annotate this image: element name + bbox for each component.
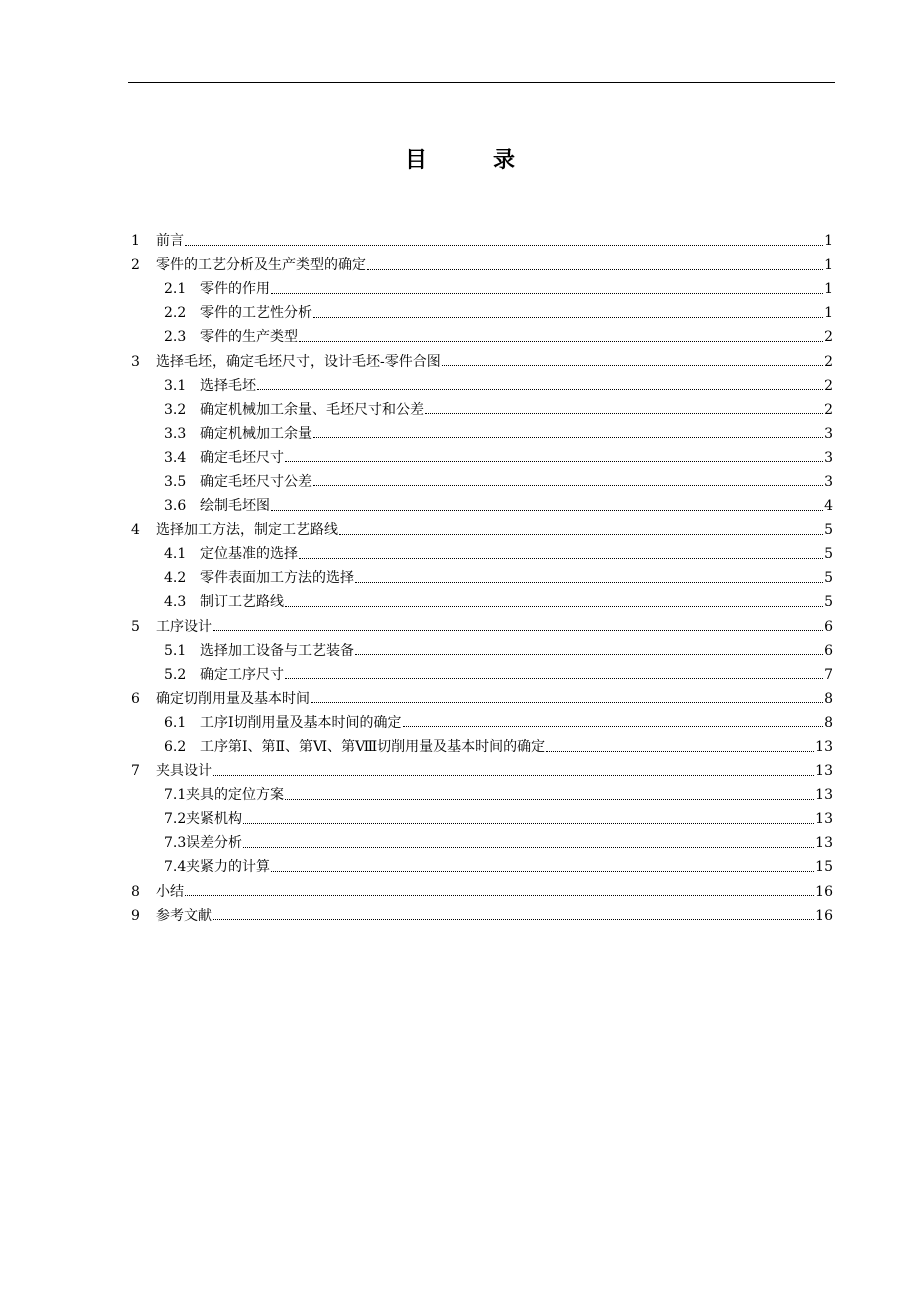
toc-entry-label: 工序Ⅰ切削用量及基本时间的确定 xyxy=(200,714,402,731)
toc-entry-number: 7.2 xyxy=(164,811,187,828)
toc-dot-leader xyxy=(355,654,823,655)
toc-entry-number: 2 xyxy=(131,257,140,274)
toc-entry-label: 确定切削用量及基本时间 xyxy=(156,690,310,707)
toc-dot-leader xyxy=(271,510,823,511)
toc-dot-leader xyxy=(367,269,823,270)
toc-entry-page: 1 xyxy=(824,281,833,298)
toc-entry-page: 16 xyxy=(815,883,833,900)
toc-entry-label: 确定机械加工余量 xyxy=(200,425,312,442)
toc-dot-leader xyxy=(271,871,814,872)
toc-entry-page: 1 xyxy=(824,257,833,274)
toc-entry-page: 2 xyxy=(824,329,833,346)
toc-entry[interactable] xyxy=(131,422,833,446)
toc-entry-page: 8 xyxy=(824,690,833,707)
toc-entry-number: 6.2 xyxy=(164,739,187,756)
toc-entry-number: 3.4 xyxy=(164,449,187,466)
header-rule xyxy=(128,82,835,83)
toc-entry-number: 2.2 xyxy=(164,305,187,322)
toc-entry-number: 3.2 xyxy=(164,401,187,418)
toc-dot-leader xyxy=(285,606,823,607)
toc-entry-label: 小结 xyxy=(156,883,184,900)
toc-entry-label: 工序设计 xyxy=(156,618,212,635)
toc-entry-label: 参考文献 xyxy=(156,907,212,924)
toc-entry-label: 零件的工艺分析及生产类型的确定 xyxy=(156,257,366,274)
toc-dot-leader xyxy=(185,895,814,896)
toc-entry[interactable] xyxy=(131,277,833,301)
toc-entry-label: 夹紧力的计算 xyxy=(186,859,270,876)
toc-entry-number: 7 xyxy=(131,763,140,780)
toc-entry[interactable] xyxy=(131,735,833,759)
toc-entry-number: 3.1 xyxy=(164,377,187,394)
toc-entry-label: 前言 xyxy=(156,233,184,250)
toc-entry-page: 13 xyxy=(815,787,833,804)
toc-entry-page: 7 xyxy=(824,666,833,683)
toc-entry[interactable] xyxy=(131,663,833,687)
toc-entry-page: 3 xyxy=(824,425,833,442)
toc-entry-page: 13 xyxy=(815,811,833,828)
toc-entry-label: 夹具设计 xyxy=(156,763,212,780)
toc-entry-number: 4.3 xyxy=(164,594,187,611)
toc-entry-page: 6 xyxy=(824,618,833,635)
toc-entry[interactable] xyxy=(131,566,833,590)
toc-entry-number: 3 xyxy=(131,353,140,370)
toc-entry-page: 13 xyxy=(815,739,833,756)
toc-entry[interactable] xyxy=(131,831,833,855)
toc-entry-number: 2.1 xyxy=(164,281,187,298)
toc-dot-leader xyxy=(339,534,823,535)
toc-entry-label: 确定工序尺寸 xyxy=(200,666,284,683)
toc-entry-label: 选择毛坯 xyxy=(200,377,256,394)
toc-dot-leader xyxy=(311,702,823,703)
toc-entry-page: 3 xyxy=(824,473,833,490)
toc-dot-leader xyxy=(313,437,823,438)
toc-dot-leader xyxy=(299,341,823,342)
toc-entry[interactable] xyxy=(131,446,833,470)
toc-entry-number: 4 xyxy=(131,522,140,539)
toc-entry-number: 3.6 xyxy=(164,498,187,515)
toc-entry-label: 选择加工设备与工艺装备 xyxy=(200,642,354,659)
toc-entry-number: 2.3 xyxy=(164,329,187,346)
toc-entry[interactable] xyxy=(131,615,833,639)
toc-entry-number: 7.4 xyxy=(164,859,187,876)
toc-entry[interactable] xyxy=(131,855,833,879)
toc-entry-page: 5 xyxy=(824,570,833,587)
toc-entry-page: 3 xyxy=(824,449,833,466)
toc-entry-label: 误差分析 xyxy=(186,835,242,852)
toc-entry-label: 确定机械加工余量、毛坯尺寸和公差 xyxy=(200,401,424,418)
toc-entry[interactable] xyxy=(131,711,833,735)
toc-entry[interactable] xyxy=(131,301,833,325)
toc-entry-number: 5 xyxy=(131,618,140,635)
toc-entry-label: 工序第Ⅰ、第Ⅱ、第Ⅵ、第Ⅷ切削用量及基本时间的确定 xyxy=(200,739,546,756)
toc-entry-page: 5 xyxy=(824,546,833,563)
toc-entry[interactable] xyxy=(131,759,833,783)
toc-entry-page: 8 xyxy=(824,714,833,731)
toc-dot-leader xyxy=(243,823,814,824)
toc-dot-leader xyxy=(285,799,814,800)
toc-entry-page: 2 xyxy=(824,377,833,394)
toc-entry-page: 15 xyxy=(815,859,833,876)
toc-entry-label: 选择加工方法，制定工艺路线 xyxy=(156,522,338,539)
toc-dot-leader xyxy=(299,558,823,559)
toc-entry-label: 确定毛坯尺寸公差 xyxy=(200,473,312,490)
toc-entry-page: 2 xyxy=(824,353,833,370)
toc-entry[interactable] xyxy=(131,687,833,711)
toc-dot-leader xyxy=(442,365,823,366)
toc-entry-number: 6 xyxy=(131,690,140,707)
toc-entry-number: 5.1 xyxy=(164,642,187,659)
toc-entry-page: 6 xyxy=(824,642,833,659)
toc-dot-leader xyxy=(285,461,823,462)
toc-dot-leader xyxy=(271,293,823,294)
toc-dot-leader xyxy=(213,630,823,631)
toc-entry-page: 5 xyxy=(824,522,833,539)
toc-entry-number: 3.5 xyxy=(164,473,187,490)
toc-entry[interactable] xyxy=(131,783,833,807)
toc-entry-page: 13 xyxy=(815,835,833,852)
toc-entry-label: 零件表面加工方法的选择 xyxy=(200,570,354,587)
toc-entry-page: 5 xyxy=(824,594,833,611)
toc-entry-label: 制订工艺路线 xyxy=(200,594,284,611)
toc-entry-number: 1 xyxy=(131,233,140,250)
toc-dot-leader xyxy=(425,413,823,414)
toc-entry-label: 夹具的定位方案 xyxy=(186,787,284,804)
toc-entry[interactable] xyxy=(131,325,833,349)
toc-entry-label: 确定毛坯尺寸 xyxy=(200,449,284,466)
toc-entry-page: 1 xyxy=(824,305,833,322)
toc-entry-number: 7.3 xyxy=(164,835,187,852)
toc-entry-label: 零件的生产类型 xyxy=(200,329,298,346)
toc-entry[interactable] xyxy=(131,639,833,663)
page-title: 目 录 xyxy=(404,148,537,173)
toc-entry-number: 5.2 xyxy=(164,666,187,683)
toc-entry[interactable] xyxy=(131,253,833,277)
toc-dot-leader xyxy=(243,847,814,848)
table-of-contents xyxy=(131,229,833,928)
toc-entry-number: 8 xyxy=(131,883,140,900)
toc-dot-leader xyxy=(257,389,823,390)
toc-entry[interactable] xyxy=(131,349,833,373)
toc-entry-label: 零件的作用 xyxy=(200,281,270,298)
toc-entry[interactable] xyxy=(131,398,833,422)
toc-dot-leader xyxy=(213,919,814,920)
toc-dot-leader xyxy=(213,775,814,776)
toc-entry[interactable] xyxy=(131,807,833,831)
toc-entry-number: 6.1 xyxy=(164,714,187,731)
toc-entry[interactable] xyxy=(131,542,833,566)
toc-entry[interactable] xyxy=(131,494,833,518)
toc-entry[interactable] xyxy=(131,518,833,542)
toc-entry-label: 定位基准的选择 xyxy=(200,546,298,563)
toc-entry-number: 9 xyxy=(131,907,140,924)
toc-entry[interactable] xyxy=(131,880,833,904)
toc-dot-leader xyxy=(313,485,823,486)
toc-entry-page: 1 xyxy=(824,233,833,250)
toc-dot-leader xyxy=(355,582,823,583)
toc-entry-number: 7.1 xyxy=(164,787,187,804)
toc-entry[interactable] xyxy=(131,374,833,398)
toc-entry-page: 2 xyxy=(824,401,833,418)
toc-entry-number: 4.2 xyxy=(164,570,187,587)
toc-entry-label: 零件的工艺性分析 xyxy=(200,305,312,322)
toc-entry-label: 夹紧机构 xyxy=(186,811,242,828)
toc-entry-number: 3.3 xyxy=(164,425,187,442)
toc-entry[interactable] xyxy=(131,229,833,253)
toc-entry-page: 4 xyxy=(824,498,833,515)
toc-entry[interactable] xyxy=(131,470,833,494)
toc-entry-page: 16 xyxy=(815,907,833,924)
toc-dot-leader xyxy=(546,751,814,752)
toc-dot-leader xyxy=(185,245,823,246)
toc-dot-leader xyxy=(403,726,824,727)
toc-entry-number: 4.1 xyxy=(164,546,187,563)
toc-entry-page: 13 xyxy=(815,763,833,780)
toc-dot-leader xyxy=(285,678,823,679)
toc-dot-leader xyxy=(313,317,823,318)
toc-entry-label: 绘制毛坯图 xyxy=(200,498,270,515)
toc-entry[interactable] xyxy=(131,590,833,614)
toc-entry[interactable] xyxy=(131,904,833,928)
toc-entry-label: 选择毛坯，确定毛坯尺寸，设计毛坯-零件合图 xyxy=(156,353,441,370)
